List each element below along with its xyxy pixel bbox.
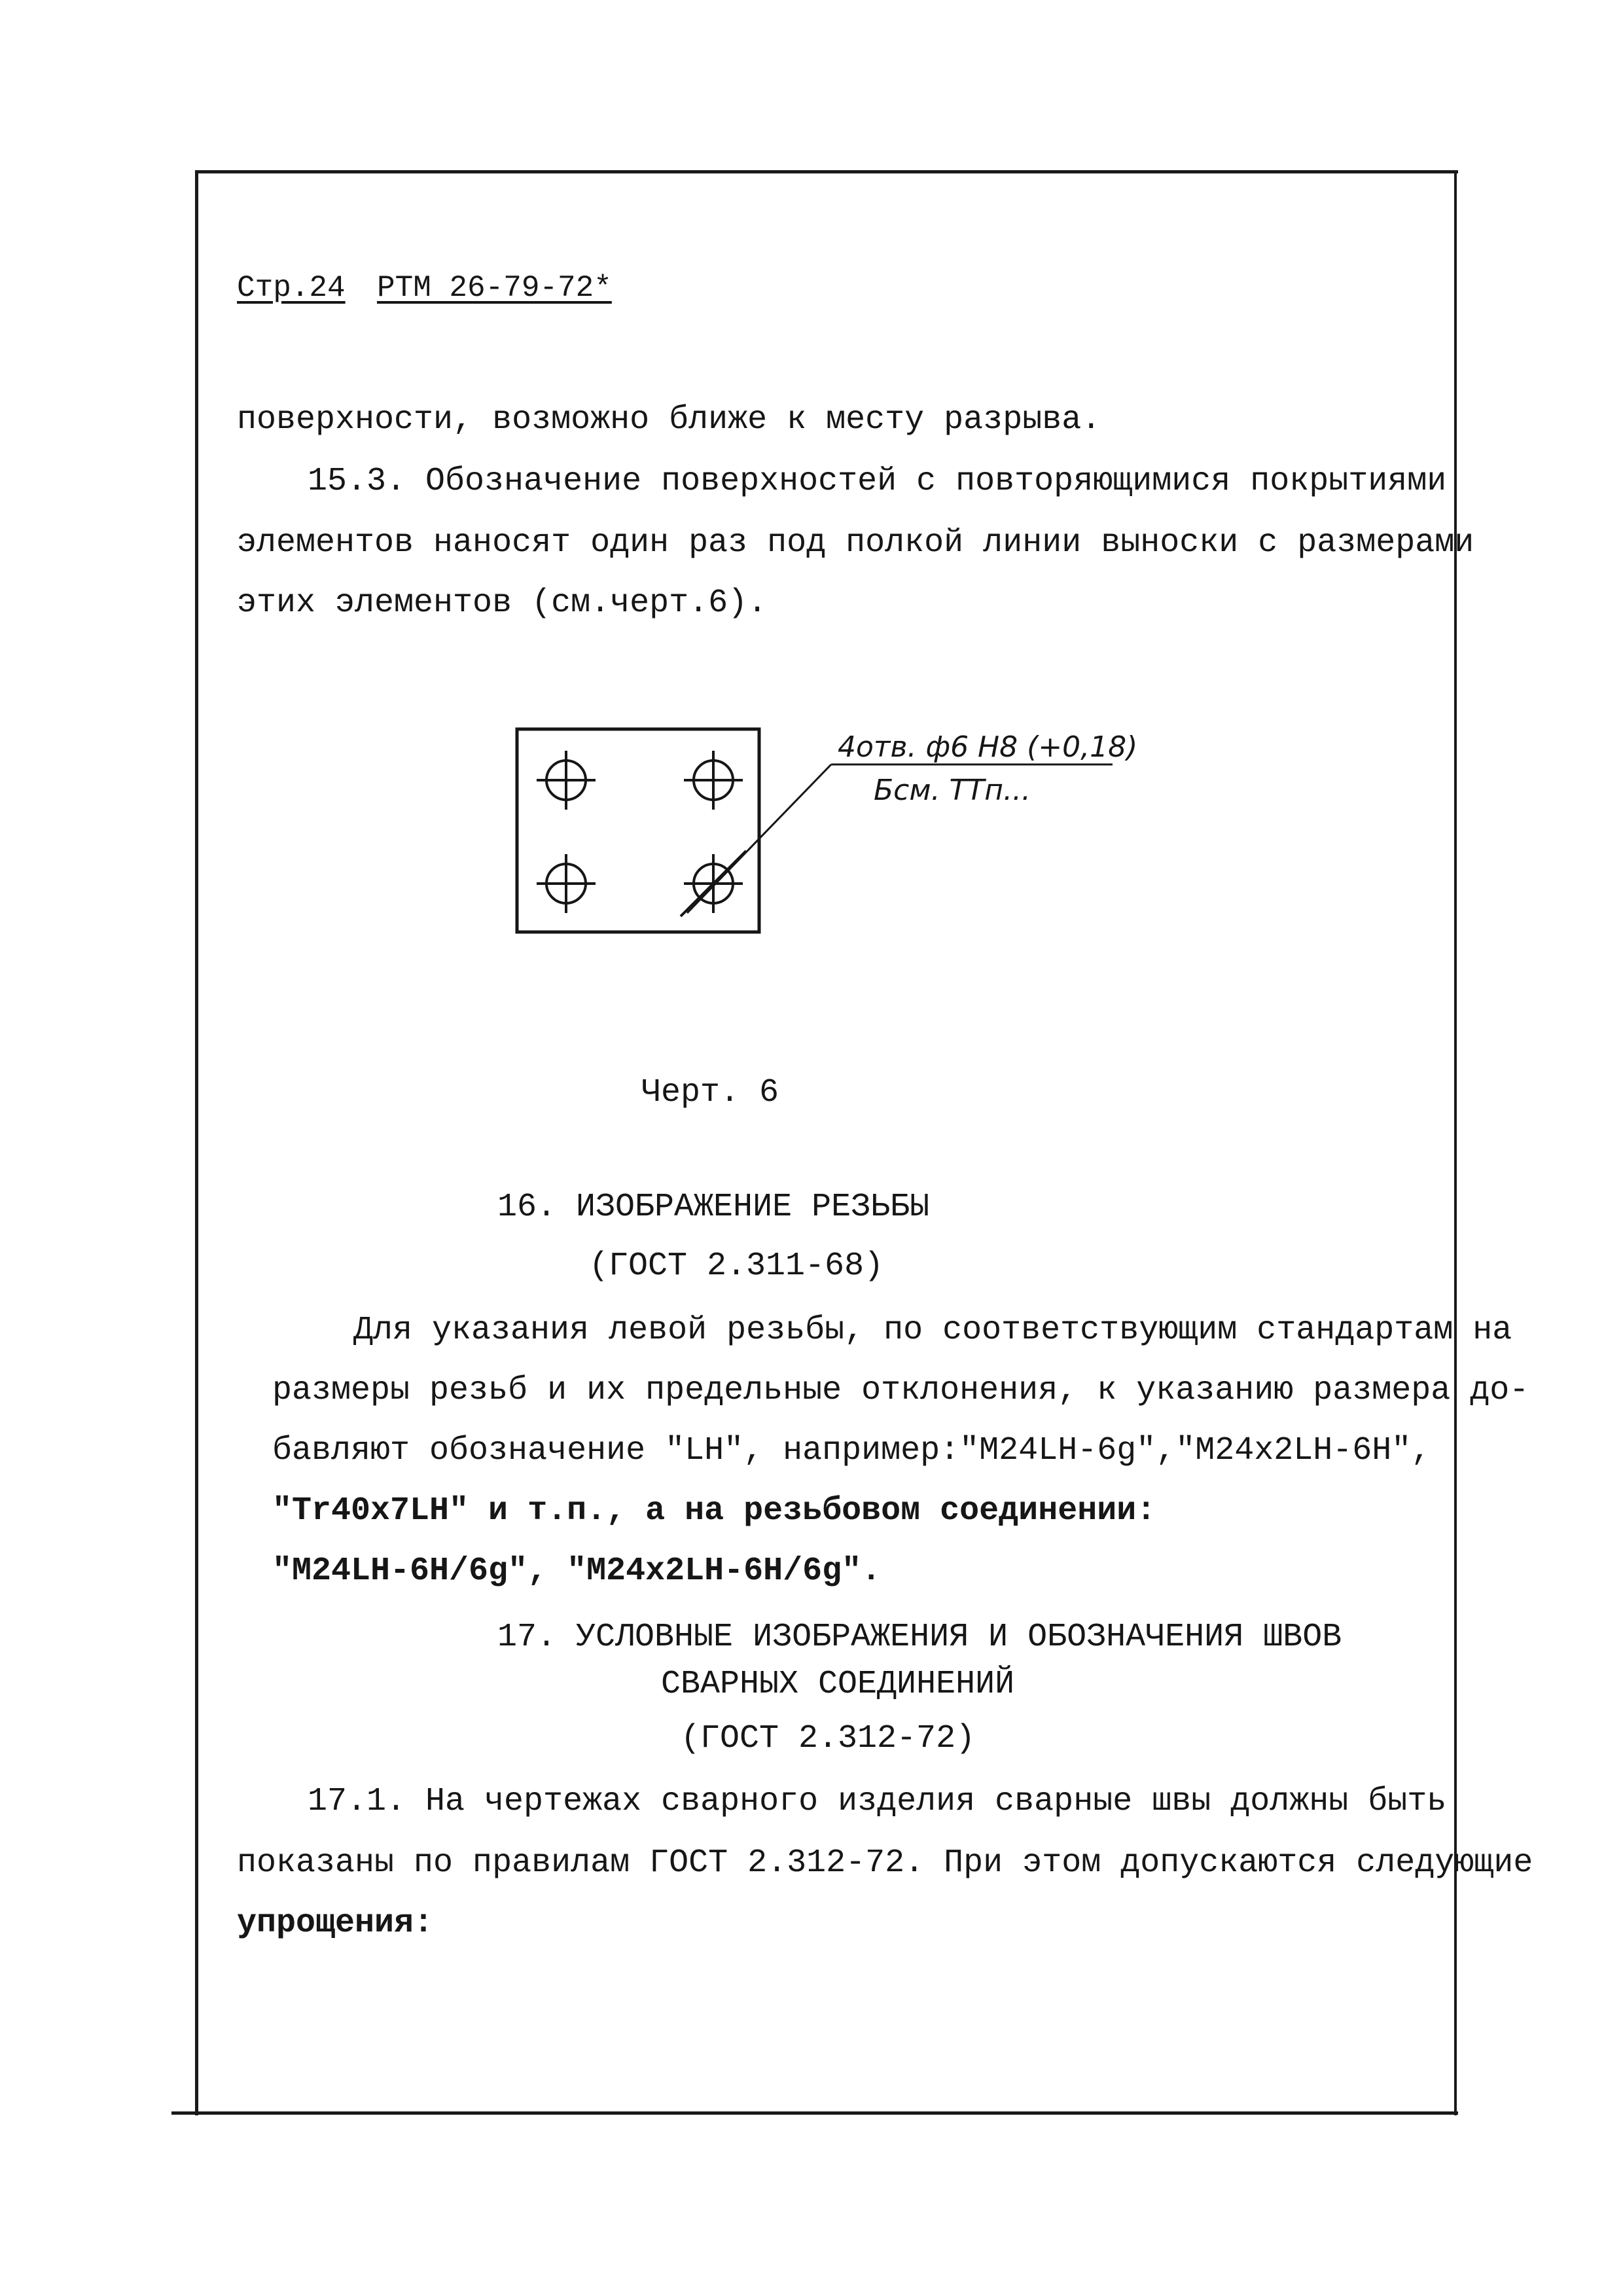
figure-6	[510, 720, 1139, 956]
text-line: этих элементов (см.черт.6).	[237, 584, 768, 622]
text-line: поверхности, возможно ближе к месту разрыва.	[237, 401, 1101, 439]
text-line: 15.3. Обозначение поверхностей с повторяющимися покрытиями	[308, 463, 1447, 500]
document-code: РТМ 26-79-72*	[377, 271, 612, 305]
hole-top-left	[537, 751, 596, 810]
text-line: показаны по правилам ГОСТ 2.312-72. При этом допускаются следующие	[237, 1844, 1533, 1882]
text-line: бавляют обозначение "LH", например:"M24LH-6g","M24x2LH-6H",	[272, 1432, 1431, 1469]
callout-bottom: Бсм. ТТп...	[874, 774, 1031, 807]
page-frame-bottom	[171, 2111, 1458, 2115]
section-16-title: 16. ИЗОБРАЖЕНИЕ РЕЗЬБЫ	[497, 1189, 930, 1226]
figure-caption: Черт. 6	[641, 1074, 779, 1111]
section-17-gost: (ГОСТ 2.312-72)	[681, 1720, 976, 1757]
hole-bottom-left	[537, 854, 596, 913]
page-number: Стр.24	[237, 271, 346, 305]
text-line: элементов наносят один раз под полкой линии выноски с размерами	[237, 524, 1474, 562]
plate-drawing	[510, 720, 1139, 956]
text-line: 17.1. На чертежах сварного изделия сварные швы должны быть	[308, 1783, 1447, 1820]
hole-top-right	[684, 751, 743, 810]
text-line: Для указания левой резьбы, по соответствующим стандартам на	[353, 1312, 1512, 1349]
section-17-title: 17. УСЛОВНЫЕ ИЗОБРАЖЕНИЯ И ОБОЗНАЧЕНИЯ ШВОВ	[497, 1619, 1342, 1656]
callout-top: 4отв. ф6 Н8 (+0,18)	[838, 730, 1138, 764]
page-frame-top	[195, 170, 1458, 173]
text-line: "Tr40x7LH" и т.п., а на резьбовом соединении:	[272, 1492, 1156, 1530]
page-frame-left	[195, 171, 198, 2115]
section-17-title-2: СВАРНЫХ СОЕДИНЕНИЙ	[661, 1666, 1015, 1703]
page-frame-right	[1454, 171, 1457, 2115]
text-line: упрощения:	[237, 1905, 434, 1942]
text-line: размеры резьб и их предельные отклонения, к указанию размера до-	[272, 1372, 1529, 1409]
text-line: "M24LH-6H/6g", "M24x2LH-6H/6g".	[272, 1552, 882, 1590]
hole-bottom-right	[681, 851, 746, 916]
section-16-gost: (ГОСТ 2.311-68)	[589, 1247, 884, 1285]
